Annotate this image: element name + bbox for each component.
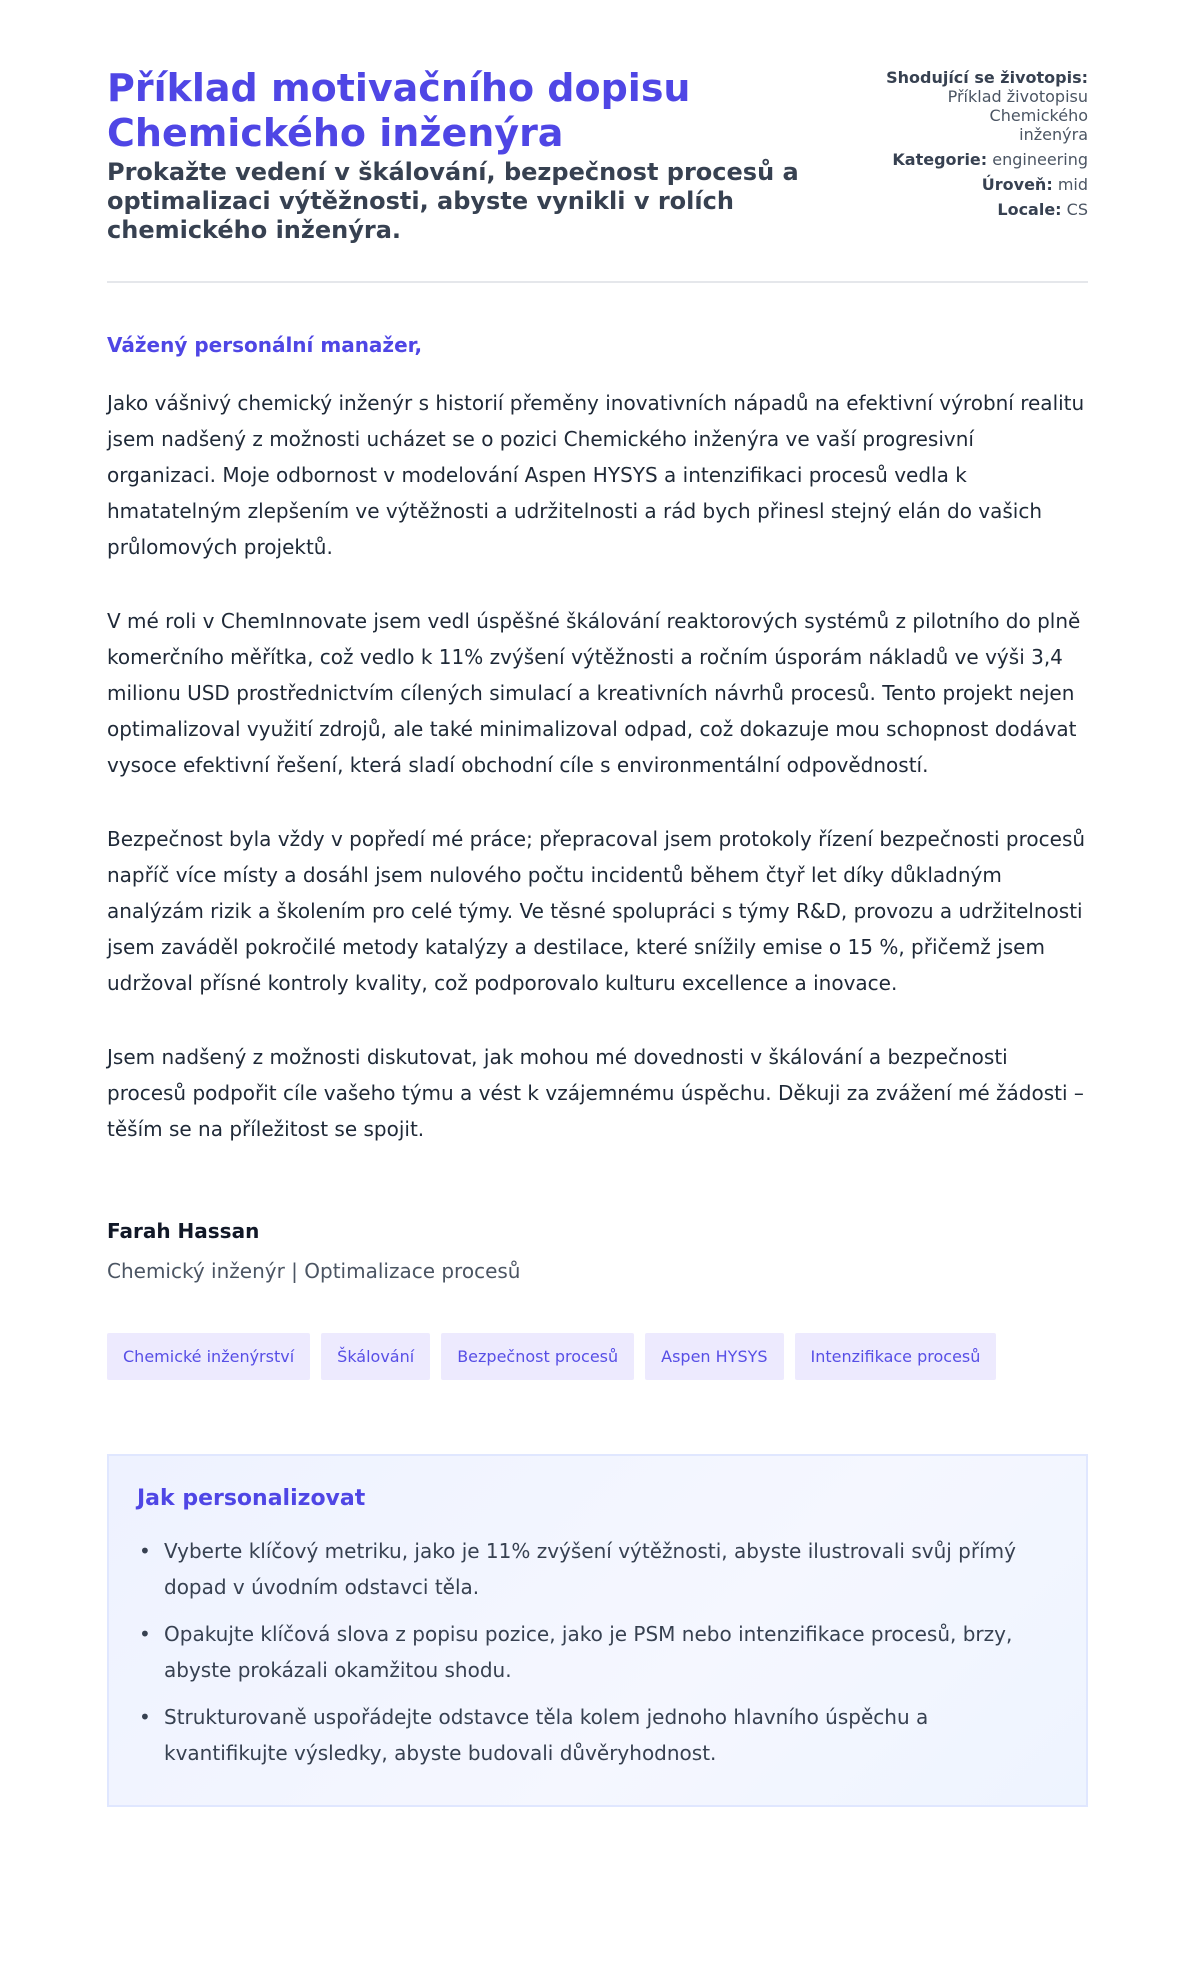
locale-label: Locale:: [997, 200, 1062, 219]
page-title: Příklad motivačního dopisu Chemického inženýra: [107, 66, 691, 155]
tip-item: • Vyberte klíčový metriku, jako je 11% zvýšení výtěžnosti, abyste ilustrovali svůj přímý dopad v úvodním odstavci těla.: [137, 1533, 1058, 1605]
resume-link[interactable]: Příklad životopisu Chemického inženýra: [947, 87, 1088, 144]
letter-paragraph: Jako vášnivý chemický inženýr s historií přeměny inovativních nápadů na efektivní výrobní realitu jsem nadšený z možnosti ucházet se o pozici Chemického inženýra ve vaší progresivní organizaci. Moje odbornost v modelování Aspen HYSYS a intenzifikaci procesů vedla k hmatatelným zlepšením ve výtěžnosti a udržitelnosti a rád bych přinesl stejný elán do vašich průlomových projektů.: [107, 391, 1085, 559]
page-subtitle: Prokažte vedení v škálování, bezpečnost procesů a optimalizaci výtěžnosti, abyste vynikli v rolích chemického inženýra.: [107, 158, 799, 244]
letter-paragraph: Bezpečnost byla vždy v popředí mé práce; přepracoval jsem protokoly řízení bezpečnosti procesů napříč více místy a dosáhl jsem nulového počtu incidentů během čtyř let díky důkladným analýzám rizik a školením pro celé týmy. Ve těsné spolupráci s týmy R&D, provozu a udržitelnosti jsem zaváděl pokročilé metody katalýzy a destilace, které snížily emise o 15 %, přičemž jsem udržoval přísné kontroly kvality, což podporovalo kulturu excellence a inovace.: [107, 827, 1086, 995]
level-label: Úroveň:: [981, 175, 1053, 194]
tag-list: [107, 1333, 1088, 1380]
signature-name: Farah Hassan: [107, 1219, 260, 1243]
letter-paragraph: V mé roli v ChemInnovate jsem vedl úspěšné škálování reaktorových systémů z pilotního do plně komerčního měřítka, což vedlo k 11% zvýšení výtěžnosti a ročním úsporám nákladů ve výši 3,4 milionu USD prostřednictvím cílených simulací a kreativních návrhů procesů. Tento projekt nejen optimalizoval využití zdrojů, ale také minimalizoval odpad, což dokazuje mou schopnost dodávat vysoce efektivní řešení, která sladí obchodní cíle s environmentální odpovědností.: [107, 609, 1081, 777]
resume-label: Shodující se životopis:: [886, 68, 1088, 87]
meta-panel: [886, 66, 1088, 245]
page-header: [107, 0, 1088, 283]
tag: Škálování: [321, 1333, 430, 1380]
category-value: engineering: [992, 150, 1088, 169]
tips-box: [107, 1454, 1088, 1807]
tag: Bezpečnost procesů: [441, 1333, 634, 1380]
cover-letter-page: [107, 0, 1088, 1807]
tip-item: • Strukturovaně uspořádejte odstavce těla kolem jednoho hlavního úspěchu a kvantifikujte výsledky, abyste budovali důvěryhodnost.: [137, 1699, 1058, 1771]
tag: Chemické inženýrství: [107, 1333, 310, 1380]
tips-title: Jak personalizovat: [137, 1486, 366, 1511]
locale-value: CS: [1066, 200, 1088, 219]
greeting: Vážený personální manažer,: [107, 333, 423, 357]
level-value: mid: [1057, 175, 1088, 194]
tips-list: [137, 1533, 1058, 1771]
category-label: Kategorie:: [892, 150, 988, 169]
tip-item: • Opakujte klíčová slova z popisu pozice, jako je PSM nebo intenzifikace procesů, brzy, abyste prokázali okamžitou shodu.: [137, 1616, 1058, 1688]
tag: Intenzifikace procesů: [795, 1333, 997, 1380]
letter-paragraph: Jsem nadšený z možnosti diskutovat, jak mohou mé dovednosti v škálování a bezpečnosti procesů podpořit cíle vašeho týmu a vést k vzájemnému úspěchu. Děkuji za zvážení mé žádosti – těším se na příležitost se spojit.: [107, 1045, 1084, 1141]
tag: Aspen HYSYS: [645, 1333, 783, 1380]
signature-role: Chemický inženýr | Optimalizace procesů: [107, 1259, 521, 1283]
